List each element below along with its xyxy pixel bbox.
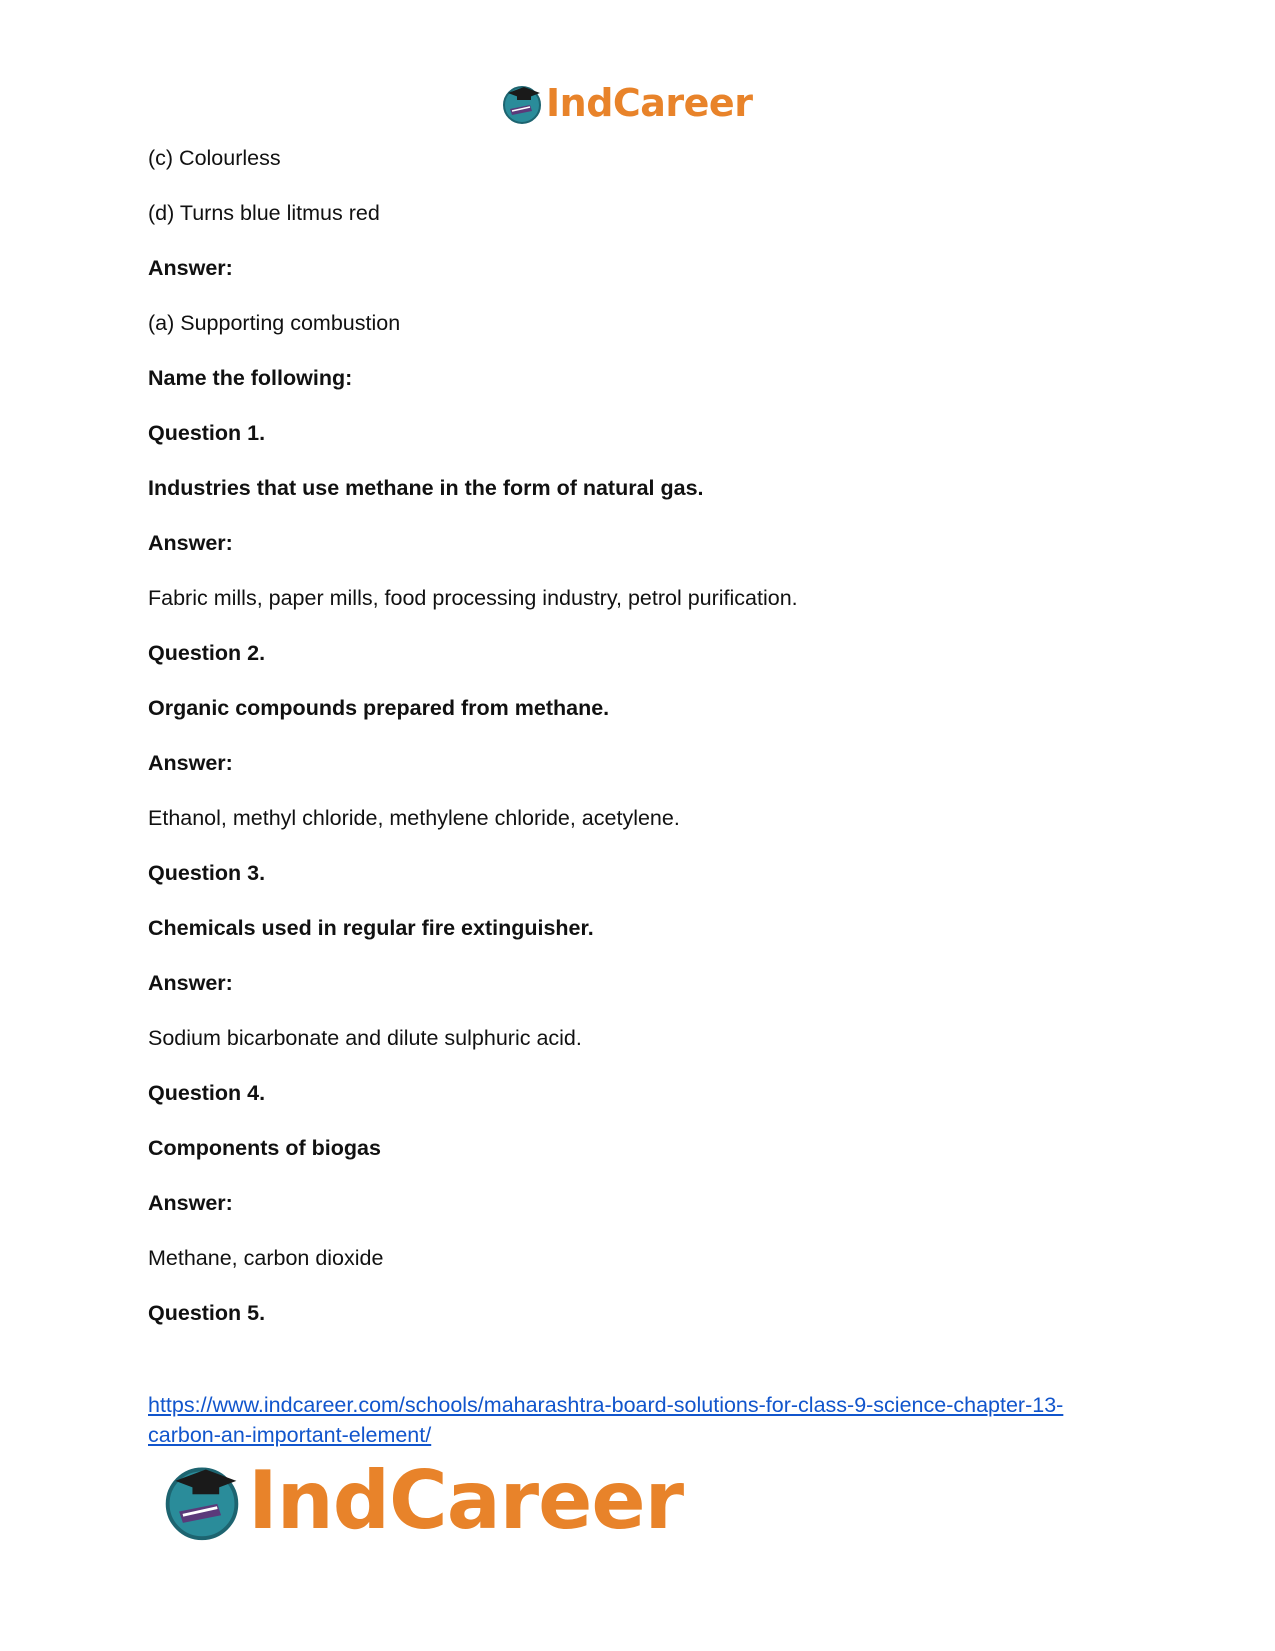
globe-graduation-cap-icon — [500, 81, 544, 125]
header-logo-text: IndCareer — [546, 81, 753, 125]
text-line: (d) Turns blue litmus red — [148, 201, 380, 225]
text-line: (c) Colourless — [148, 146, 281, 170]
document-body — [148, 145, 1148, 1355]
text-line: Methane, carbon dioxide — [148, 1246, 384, 1270]
heading-line: Question 2. — [148, 641, 266, 665]
heading-line: Question 3. — [148, 861, 266, 885]
heading-line: Components of biogas — [148, 1136, 381, 1160]
source-link-line-1: https://www.indcareer.com/schools/maharashtra-board-solutions-for-class-9-science-chapter-13- — [148, 1393, 1064, 1417]
source-link[interactable] — [148, 1393, 1063, 1447]
heading-line: Name the following: — [148, 366, 353, 390]
footer-logo — [160, 1455, 683, 1545]
heading-line: Answer: — [148, 531, 233, 555]
heading-line: Answer: — [148, 256, 233, 280]
heading-line: Answer: — [148, 971, 233, 995]
heading-line: Chemicals used in regular fire extinguisher. — [148, 916, 594, 940]
header-logo — [500, 80, 752, 126]
heading-line: Industries that use methane in the form of natural gas. — [148, 476, 704, 500]
footer-logo-text: IndCareer — [248, 1453, 684, 1547]
text-line: Ethanol, methyl chloride, methylene chloride, acetylene. — [148, 806, 680, 830]
text-line: Sodium bicarbonate and dilute sulphuric acid. — [148, 1026, 582, 1050]
heading-line: Answer: — [148, 1191, 233, 1215]
heading-line: Answer: — [148, 751, 233, 775]
heading-line: Question 5. — [148, 1301, 266, 1325]
source-link-block — [148, 1390, 1148, 1450]
text-line: Fabric mills, paper mills, food processing industry, petrol purification. — [148, 586, 798, 610]
text-line: (a) Supporting combustion — [148, 311, 401, 335]
heading-line: Organic compounds prepared from methane. — [148, 696, 610, 720]
globe-graduation-cap-icon — [160, 1458, 244, 1542]
heading-line: Question 1. — [148, 421, 266, 445]
heading-line: Question 4. — [148, 1081, 266, 1105]
source-link-line-2: carbon-an-important-element/ — [148, 1423, 432, 1447]
